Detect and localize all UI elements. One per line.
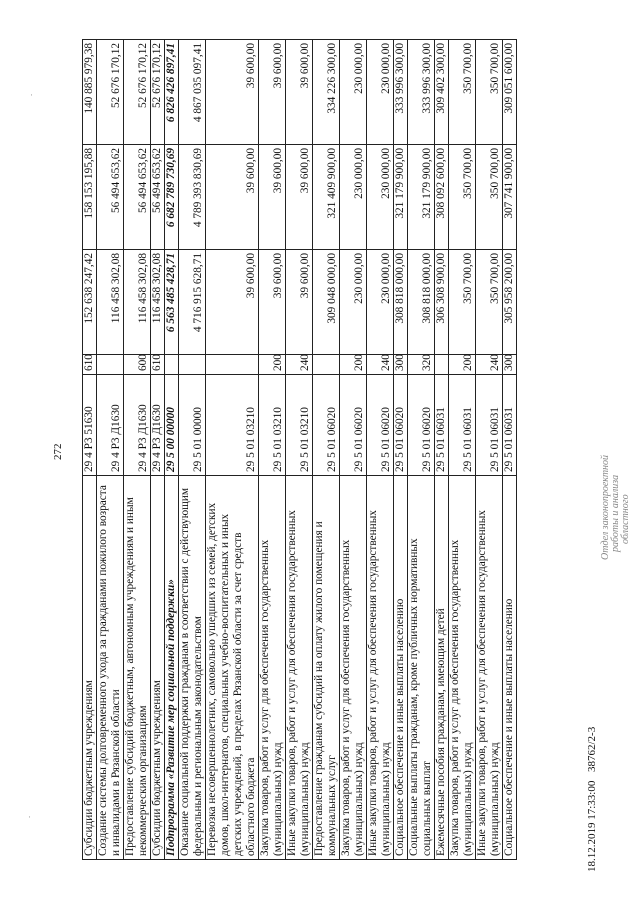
row-value-2022: 140 885 979,38 — [83, 40, 97, 145]
table-row — [435, 40, 449, 860]
row-value-2020: 116 458 302,08 — [151, 250, 165, 355]
row-value-2021: 56 494 653,62 — [97, 145, 124, 250]
row-value-2021: 308 092 600,00 — [435, 145, 449, 250]
row-vr: 300 — [503, 355, 517, 375]
row-code: 29 5 01 03210 — [206, 375, 259, 476]
row-vr: 200 — [259, 355, 286, 375]
table-row — [286, 40, 313, 860]
row-value-2021: 321 179 900,00 — [408, 145, 435, 250]
row-value-2020: 308 818 000,00 — [394, 250, 408, 355]
row-value-2022: 52 676 170,12 — [151, 40, 165, 145]
row-name: Перевозка несовершеннолетних, самовольно ушедших из семей, детских домов, школ-интернатов, специальных учебно-воспитательных и иных детских учреждений, в пределах Рязанской области за счет средств областного бюджета — [206, 476, 259, 860]
stamp-line-3: областного — [620, 494, 631, 544]
table-row — [394, 40, 408, 860]
row-value-2022: 230 000,00 — [340, 40, 367, 145]
budget-table — [82, 39, 517, 860]
row-code: 29 4 P3 51630 — [83, 375, 97, 476]
table-row — [313, 40, 340, 860]
row-value-2022: 52 676 170,12 — [97, 40, 124, 145]
row-value-2022: 350 700,00 — [449, 40, 476, 145]
table-row — [206, 40, 259, 860]
table-row — [179, 40, 206, 860]
row-value-2022: 309 402 300,00 — [435, 40, 449, 145]
row-name: Закупка товаров, работ и услуг для обеспечения государственных (муниципальных) нужд — [259, 476, 286, 860]
scan-speck: · — [30, 90, 33, 100]
row-value-2022: 39 600,00 — [206, 40, 259, 145]
stamp — [600, 440, 630, 560]
table-row — [97, 40, 124, 860]
row-value-2022: 52 676 170,12 — [124, 40, 151, 145]
footer-datetime: 18.12.2019 17:33:00 — [586, 780, 598, 872]
stamp-line-2: работы и анализа — [610, 474, 621, 552]
row-value-2020: 305 958 200,00 — [503, 250, 517, 355]
row-vr: 300 — [394, 355, 408, 375]
row-code: 29 5 01 06020 — [340, 375, 367, 476]
row-value-2020: 116 458 302,08 — [97, 250, 124, 355]
stamp-line-1: Отдел законопроектной — [600, 455, 611, 560]
row-vr: 200 — [340, 355, 367, 375]
row-value-2021: 39 600,00 — [286, 145, 313, 250]
row-value-2021: 39 600,00 — [206, 145, 259, 250]
row-value-2021: 350 700,00 — [476, 145, 503, 250]
row-code: 29 4 P3 Д1630 — [97, 375, 124, 476]
row-value-2020: 116 458 302,08 — [124, 250, 151, 355]
scan-speck: · — [28, 812, 31, 822]
row-vr — [435, 355, 449, 375]
table-row — [259, 40, 286, 860]
row-code: 29 5 01 06031 — [435, 375, 449, 476]
row-vr — [206, 355, 259, 375]
row-value-2022: 333 996 300,00 — [394, 40, 408, 145]
row-value-2022: 6 826 426 897,41 — [165, 40, 179, 145]
row-vr: 320 — [408, 355, 435, 375]
row-code: 29 5 01 03210 — [259, 375, 286, 476]
row-value-2020: 6 563 485 428,71 — [165, 250, 179, 355]
page-number: 272 — [52, 443, 64, 460]
row-value-2022: 334 226 300,00 — [313, 40, 340, 145]
row-value-2020: 309 048 000,00 — [313, 250, 340, 355]
row-value-2021: 321 409 900,00 — [313, 145, 340, 250]
row-value-2021: 230 000,00 — [340, 145, 367, 250]
row-value-2022: 350 700,00 — [476, 40, 503, 145]
row-vr — [165, 355, 179, 375]
table-row — [476, 40, 503, 860]
row-value-2020: 350 700,00 — [449, 250, 476, 355]
row-value-2020: 39 600,00 — [286, 250, 313, 355]
row-value-2020: 152 638 247,42 — [83, 250, 97, 355]
row-name: Создание системы долговременного ухода за гражданами пожилого возраста и инвалидами в Рязанской области — [97, 476, 124, 860]
footer-doc-id: 38762/2-3 — [586, 726, 598, 772]
row-code: 29 5 01 06031 — [449, 375, 476, 476]
rotated-page-content — [82, 40, 602, 860]
row-code: 29 5 01 06020 — [313, 375, 340, 476]
table-row — [503, 40, 517, 860]
table-row — [408, 40, 435, 860]
table-row — [124, 40, 151, 860]
row-value-2021: 230 000,00 — [367, 145, 394, 250]
row-vr — [97, 355, 124, 375]
row-vr: 240 — [476, 355, 503, 375]
row-vr: 610 — [151, 355, 165, 375]
row-name: Иные закупки товаров, работ и услуг для обеспечения государственных (муниципальных) нужд — [367, 476, 394, 860]
row-value-2021: 56 494 653,62 — [124, 145, 151, 250]
row-code: 29 5 00 00000 — [165, 375, 179, 476]
row-value-2020: 230 000,00 — [367, 250, 394, 355]
row-value-2021: 307 741 900,00 — [503, 145, 517, 250]
row-value-2022: 4 867 035 097,41 — [179, 40, 206, 145]
row-vr — [313, 355, 340, 375]
row-vr — [179, 355, 206, 375]
row-name: Субсидии бюджетным учреждениям — [83, 476, 97, 860]
row-vr: 600 — [124, 355, 151, 375]
row-name: Ежемесячные пособия гражданам, имеющим детей — [435, 476, 449, 860]
table-row — [165, 40, 179, 860]
row-name: Социальное обеспечение и иные выплаты населению — [394, 476, 408, 860]
row-value-2020: 350 700,00 — [476, 250, 503, 355]
table-row — [83, 40, 97, 860]
row-name: Социальное обеспечение и иные выплаты населению — [503, 476, 517, 860]
budget-table-body — [83, 40, 517, 860]
row-code: 29 5 01 03210 — [286, 375, 313, 476]
row-name: Иные закупки товаров, работ и услуг для обеспечения государственных (муниципальных) нужд — [476, 476, 503, 860]
row-name: Социальные выплаты гражданам, кроме публичных нормативных социальных выплат — [408, 476, 435, 860]
row-value-2022: 230 000,00 — [367, 40, 394, 145]
row-value-2020: 39 600,00 — [206, 250, 259, 355]
row-value-2020: 39 600,00 — [259, 250, 286, 355]
row-name: Предоставление субсидий бюджетным, автономным учреждениям и иным некоммерческим организациям — [124, 476, 151, 860]
row-code: 29 5 01 06020 — [394, 375, 408, 476]
row-value-2022: 39 600,00 — [286, 40, 313, 145]
row-code: 29 4 P3 Д1630 — [124, 375, 151, 476]
row-name: Закупка товаров, работ и услуг для обеспечения государственных (муниципальных) нужд — [449, 476, 476, 860]
row-code: 29 5 01 06031 — [503, 375, 517, 476]
row-name: Подпрограмма «Развитие мер социальной поддержки» — [165, 476, 179, 860]
row-value-2022: 333 996 300,00 — [408, 40, 435, 145]
row-value-2020: 308 818 000,00 — [408, 250, 435, 355]
row-vr: 240 — [286, 355, 313, 375]
table-row — [367, 40, 394, 860]
row-vr: 200 — [449, 355, 476, 375]
row-value-2022: 39 600,00 — [259, 40, 286, 145]
row-vr: 610 — [83, 355, 97, 375]
row-name: Оказание социальной поддержки гражданам в соответствии с действующим федеральным и региональным законодательством — [179, 476, 206, 860]
table-row — [340, 40, 367, 860]
row-code: 29 5 01 00000 — [179, 375, 206, 476]
row-value-2021: 39 600,00 — [259, 145, 286, 250]
row-value-2020: 306 308 900,00 — [435, 250, 449, 355]
row-value-2021: 158 153 195,88 — [83, 145, 97, 250]
row-value-2021: 321 179 900,00 — [394, 145, 408, 250]
row-vr: 240 — [367, 355, 394, 375]
row-value-2021: 4 789 393 830,69 — [179, 145, 206, 250]
row-value-2021: 56 494 653,62 — [151, 145, 165, 250]
table-row — [449, 40, 476, 860]
row-value-2022: 309 051 600,00 — [503, 40, 517, 145]
row-value-2020: 230 000,00 — [340, 250, 367, 355]
row-value-2021: 6 682 789 730,69 — [165, 145, 179, 250]
row-name: Иные закупки товаров, работ и услуг для обеспечения государственных (муниципальных) нужд — [286, 476, 313, 860]
row-name: Закупка товаров, работ и услуг для обеспечения государственных (муниципальных) нужд — [340, 476, 367, 860]
row-name: Субсидии бюджетным учреждениям — [151, 476, 165, 860]
row-code: 29 4 P3 Д1630 — [151, 375, 165, 476]
table-row — [151, 40, 165, 860]
row-name: Предоставление гражданам субсидий на оплату жилого помещения и коммунальных услуг — [313, 476, 340, 860]
row-value-2020: 4 716 915 628,71 — [179, 250, 206, 355]
row-value-2021: 350 700,00 — [449, 145, 476, 250]
row-code: 29 5 01 06020 — [367, 375, 394, 476]
row-code: 29 5 01 06020 — [408, 375, 435, 476]
row-code: 29 5 01 06031 — [476, 375, 503, 476]
